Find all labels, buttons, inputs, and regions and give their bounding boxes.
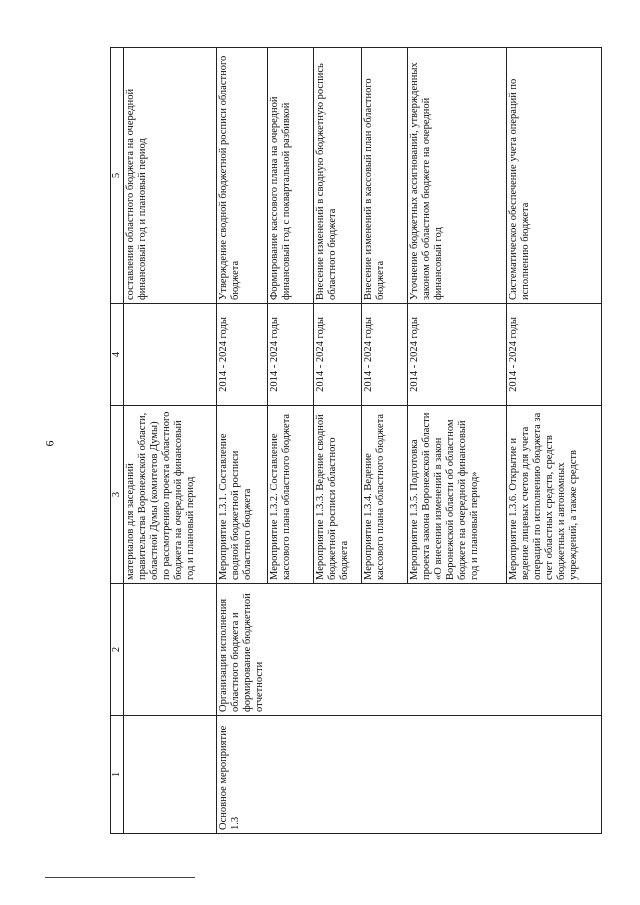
table-cell-result: составления областного бюджета на очередной финансовый год и плановый период — [124, 48, 217, 304]
table-cell-activity: Основное мероприятие 1.3 — [217, 716, 602, 834]
table-cell-measure: Мероприятие 1.3.2. Составление кассового плана областного бюджета — [268, 406, 314, 584]
table-cell-period: 2014 - 2024 годы — [507, 304, 602, 406]
table-cell-period: 2014 - 2024 годы — [314, 304, 362, 406]
table-cell-measure: Мероприятие 1.3.6. Открытие и ведение лицевых счетов для учета операций по исполнению бюджета за счет областных средств, средств бюджетных и автономных учреждений, а также средств — [507, 406, 602, 584]
table-cell-period — [124, 304, 217, 406]
header-row — [111, 48, 124, 834]
rotated-table-container — [110, 48, 600, 834]
header-cell-4: 4 — [111, 304, 124, 406]
table-cell-measure: Мероприятие 1.3.1. Составление сводной бюджетной росписи областного бюджета — [217, 406, 268, 584]
table-cell-measure: Мероприятие 1.3.4. Ведение кассового плана областного бюджета — [362, 406, 408, 584]
header-cell-3: 3 — [111, 406, 124, 584]
table-cell-task: Организация исполнения областного бюджета и формирование бюджетной отчетности — [217, 584, 602, 716]
table-cell-period: 2014 - 2024 годы — [217, 304, 268, 406]
table-cell-result: Внесение изменений в сводную бюджетную роспись областного бюджета — [314, 48, 362, 304]
page-number: 6 — [42, 440, 57, 447]
table-cell-measure: материалов для заседаний правительства Воронежской области, областной Думы (комитетов Думы) по рассмотрению проекта областного бюджета на очередной финансовый год и плановый период — [124, 406, 217, 584]
table-cell-activity — [124, 716, 217, 834]
table-cell-task — [124, 584, 217, 716]
table-cell-period: 2014 - 2024 годы — [362, 304, 408, 406]
table-cell-result: Формирование кассового плана на очередной финансовый год с поквартальной разбивкой — [268, 48, 314, 304]
table-cell-measure: Мероприятие 1.3.5. Подготовка проекта закона Воронежской области «О внесении изменений в закон Воронежской области об областном бюджете на очередной финансовый год и плановый период» — [408, 406, 507, 584]
table-cell-period: 2014 - 2024 годы — [408, 304, 507, 406]
table-cell-result: Утверждение сводной бюджетной росписи областного бюджета — [217, 48, 268, 304]
table-cell-result: Внесение изменений в кассовый план областного бюджета — [362, 48, 408, 304]
header-cell-1: 1 — [111, 716, 124, 834]
table-row — [124, 48, 217, 834]
table-cell-result: Уточнение бюджетных ассигнований, утвержденных законом об областном бюджете на очередной финансовый год — [408, 48, 507, 304]
table-cell-result: Систематическое обеспечение учета операций по исполнению бюджета — [507, 48, 602, 304]
table-cell-measure: Мероприятие 1.3.3. Ведение сводной бюджетной росписи областного бюджета — [314, 406, 362, 584]
header-cell-2: 2 — [111, 584, 124, 716]
table-row — [217, 48, 268, 834]
footnote-divider — [45, 877, 195, 878]
header-cell-5: 5 — [111, 48, 124, 304]
table-cell-period: 2014 - 2024 годы — [268, 304, 314, 406]
program-activities-table — [110, 47, 602, 834]
